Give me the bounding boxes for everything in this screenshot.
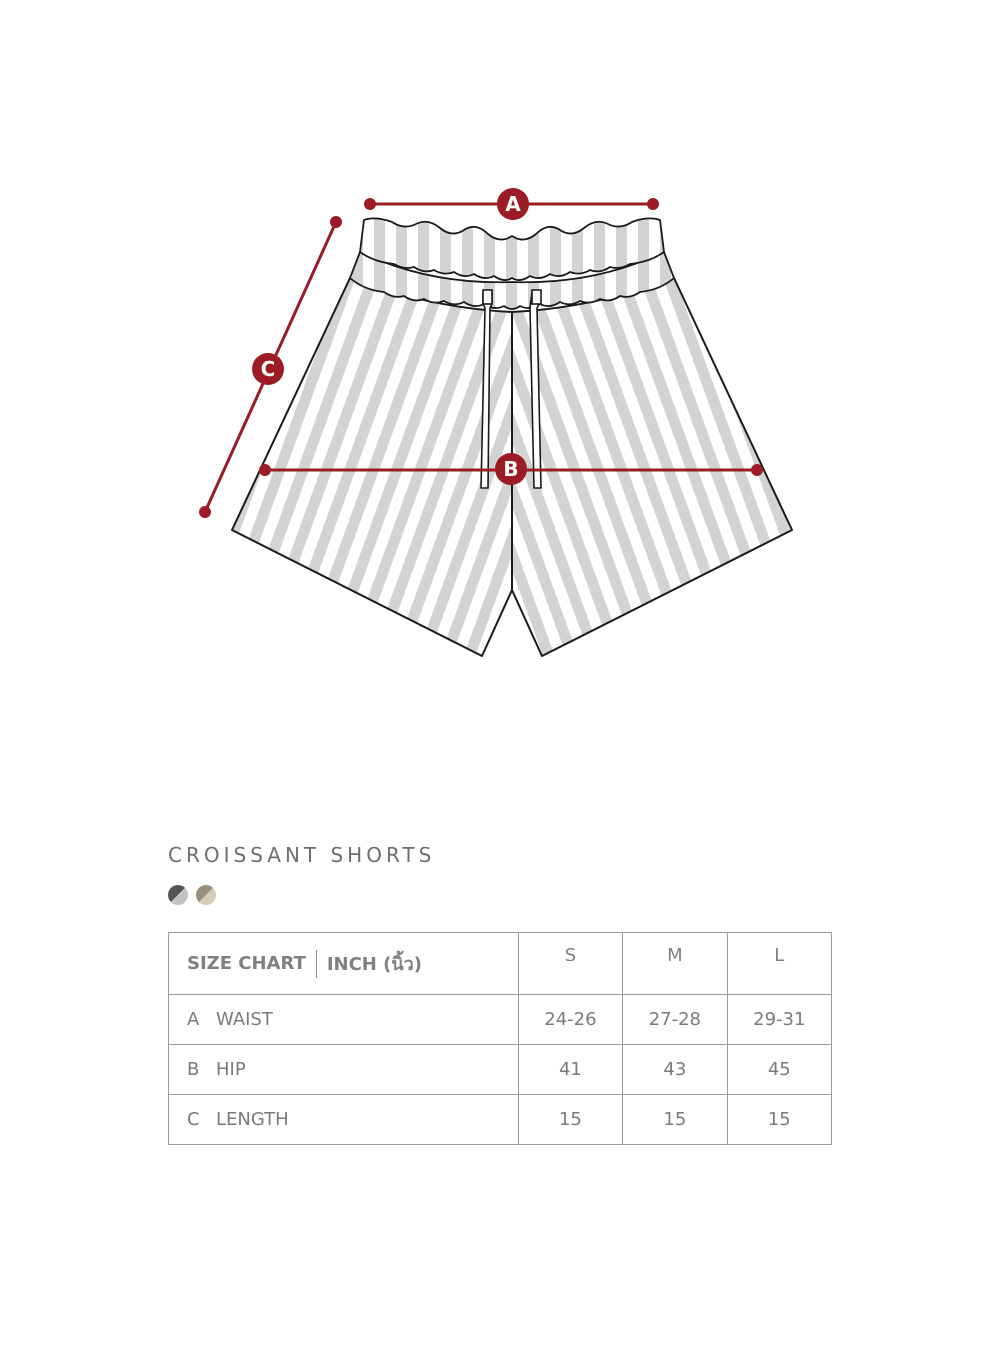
row-code: B — [187, 1059, 200, 1080]
table-cell: 15 — [727, 1095, 831, 1145]
table-cell: 29-31 — [727, 995, 831, 1045]
table-cell: 15 — [623, 1095, 727, 1145]
swatch-beige[interactable] — [196, 885, 216, 905]
size-header-m: M — [623, 933, 727, 995]
table-cell: 43 — [623, 1045, 727, 1095]
color-swatches — [168, 885, 216, 907]
size-chart-header-row — [169, 933, 832, 995]
row-name: HIP — [216, 1059, 246, 1080]
table-cell: 45 — [727, 1045, 831, 1095]
size-header-s: S — [518, 933, 622, 995]
measure-line-a — [364, 188, 659, 220]
size-chart-title: SIZE CHART — [187, 953, 306, 974]
table-cell: 24-26 — [518, 995, 622, 1045]
marker-b-label: B — [503, 457, 519, 481]
header-divider — [316, 950, 317, 978]
shorts-left-leg — [232, 278, 512, 656]
row-label-hip — [169, 1045, 519, 1095]
shorts-right-leg — [512, 278, 792, 656]
row-code: C — [187, 1109, 200, 1130]
table-row — [169, 995, 832, 1045]
table-cell: 27-28 — [623, 995, 727, 1045]
row-label-waist — [169, 995, 519, 1045]
marker-a-label: A — [505, 192, 521, 216]
swatch-grey[interactable] — [168, 885, 188, 905]
size-chart-header-cell — [169, 933, 519, 995]
size-chart-unit: INCH (นิ้ว) — [326, 954, 422, 975]
row-code: A — [187, 1009, 200, 1030]
size-header-l: L — [727, 933, 831, 995]
row-name: LENGTH — [216, 1109, 289, 1130]
table-cell: 15 — [518, 1095, 622, 1145]
product-title: CROISSANT SHORTS — [168, 843, 436, 867]
table-cell: 41 — [518, 1045, 622, 1095]
row-label-length — [169, 1095, 519, 1145]
size-chart-table — [168, 932, 832, 1145]
marker-c-label: C — [260, 357, 276, 381]
row-name: WAIST — [216, 1009, 273, 1030]
table-row — [169, 1095, 832, 1145]
table-row — [169, 1045, 832, 1095]
